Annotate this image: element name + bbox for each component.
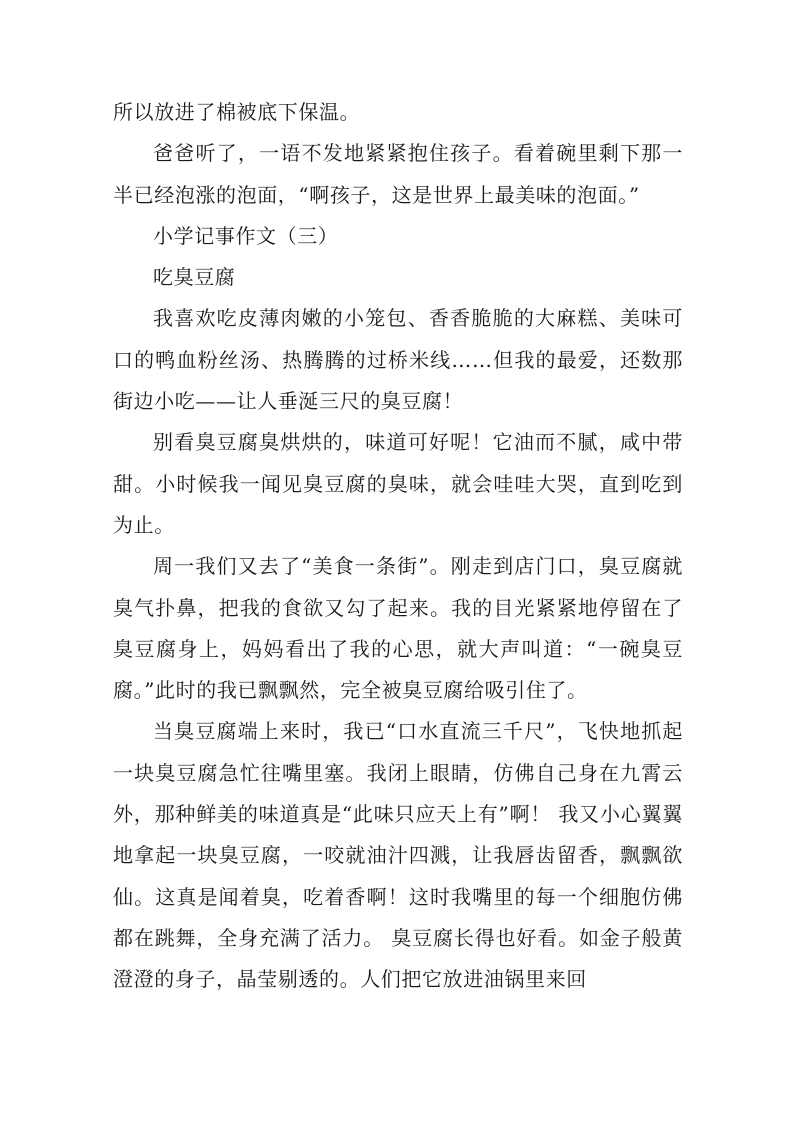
- document-body: [113, 92, 683, 1001]
- section-heading: 小学记事作文（三）: [153, 223, 339, 248]
- essay-title: 吃臭豆腐: [153, 265, 236, 290]
- paragraph: 我喜欢吃皮薄肉嫩的小笼包、香香脆脆的大麻糕、美味可口的鸭血粉丝汤、热腾腾的过桥米线……但我的最爱，还数那街边小吃——让人垂涎三尺的臭豆腐！: [113, 306, 683, 414]
- paragraph: 周一我们又去了“美食一条街”。刚走到店门口，臭豆腐就臭气扑鼻，把我的食欲又勾了起来。我的目光紧紧地停留在了臭豆腐身上，妈妈看出了我的心思，就大声叫道：“一碗臭豆腐。”此时的我已飘飘然，完全被臭豆腐给吸引住了。: [113, 554, 683, 703]
- paragraph: 爸爸听了，一语不发地紧紧抱住孩子。看着碗里剩下那一半已经泡涨的泡面，“啊孩子，这是世界上最美味的泡面。”: [113, 141, 683, 207]
- paragraph: 当臭豆腐端上来时，我已“口水直流三千尺”，飞快地抓起一块臭豆腐急忙往嘴里塞。我闭上眼睛，仿佛自己身在九霄云外，那种鲜美的味道真是“此味只应天上有”啊！ 我又小心翼翼地拿起一块臭豆腐，一咬就油汁四溅，让我唇齿留香，飘飘欲仙。这真是闻着臭，吃着香啊！这时我嘴里的每一个细胞仿佛都在跳舞，全身充满了活力。 臭豆腐长得也好看。如金子般黄澄澄的身子，晶莹剔透的。人们把它放进油锅里来回: [113, 719, 683, 992]
- paragraph: 别看臭豆腐臭烘烘的，味道可好呢！它油而不腻，咸中带甜。小时候我一闻见臭豆腐的臭味，就会哇哇大哭，直到吃到为止。: [113, 430, 683, 537]
- paragraph-continuation: 所以放进了棉被底下保温。: [113, 100, 361, 124]
